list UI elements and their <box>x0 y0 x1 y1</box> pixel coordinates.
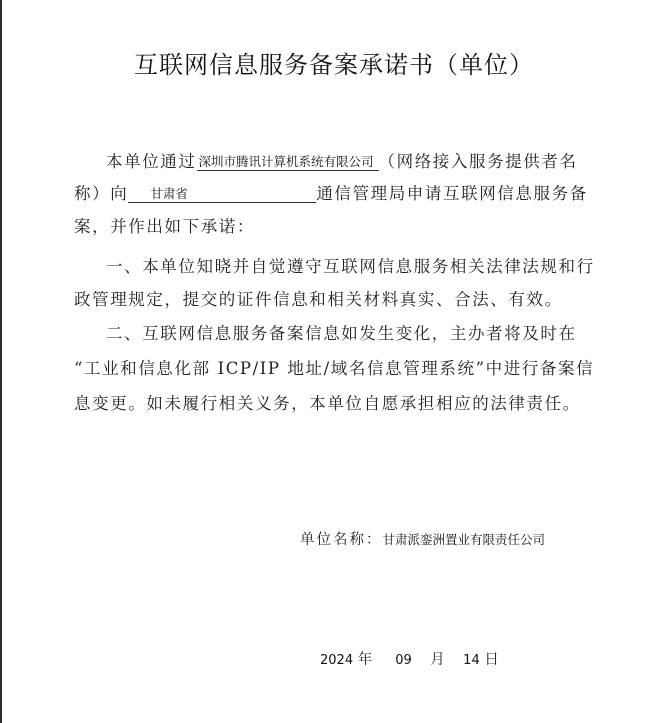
intro-line-2 <box>74 180 588 204</box>
clause-2-line-1: 二、互联网信息服务备案信息如发生变化，主办者将及时在 <box>106 324 577 343</box>
document-title: 互联网信息服务备案承诺书（单位） <box>134 51 534 79</box>
date-year: 2024 <box>320 653 354 668</box>
date-month-unit: 月 <box>430 652 445 668</box>
province-field: 甘肃省 <box>128 186 316 203</box>
intro-suffix: （网络接入服务提供者名 <box>378 152 578 171</box>
intro-prefix: 本单位通过 <box>106 152 197 171</box>
signature-line <box>300 528 545 549</box>
clause-2-line-3: 息变更。如未履行相关义务，本单位自愿承担相应的法律责任。 <box>74 394 581 413</box>
intro-line-3: 案，并作出如下承诺： <box>74 217 255 236</box>
intro-line2-prefix: 称）向 <box>74 184 129 203</box>
date-day-unit: 日 <box>484 652 499 668</box>
date-year-unit: 年 <box>357 652 373 668</box>
intro-line2-suffix: 通信管理局申请互联网信息服务备 <box>316 184 588 203</box>
date-day: 14 <box>463 653 480 668</box>
intro-line-1 <box>106 148 578 172</box>
clause-1-line-2: 政管理规定，提交的证件信息和相关材料真实、合法、有效。 <box>74 290 563 309</box>
provider-name-field: 深圳市腾讯计算机系统有限公司 <box>197 154 379 171</box>
clause-2-line-2: “工业和信息化部 ICP/IP 地址/域名信息管理系统”中进行备案信 <box>74 359 595 378</box>
organization-name: 甘肃派銮洲置业有限责任公司 <box>382 532 546 547</box>
signing-date <box>320 648 499 669</box>
date-month: 09 <box>395 653 412 668</box>
clause-1-line-1: 一、本单位知晓并自觉遵守互联网信息服务相关法律法规和行 <box>106 257 595 276</box>
signature-label: 单位名称： <box>300 532 383 548</box>
